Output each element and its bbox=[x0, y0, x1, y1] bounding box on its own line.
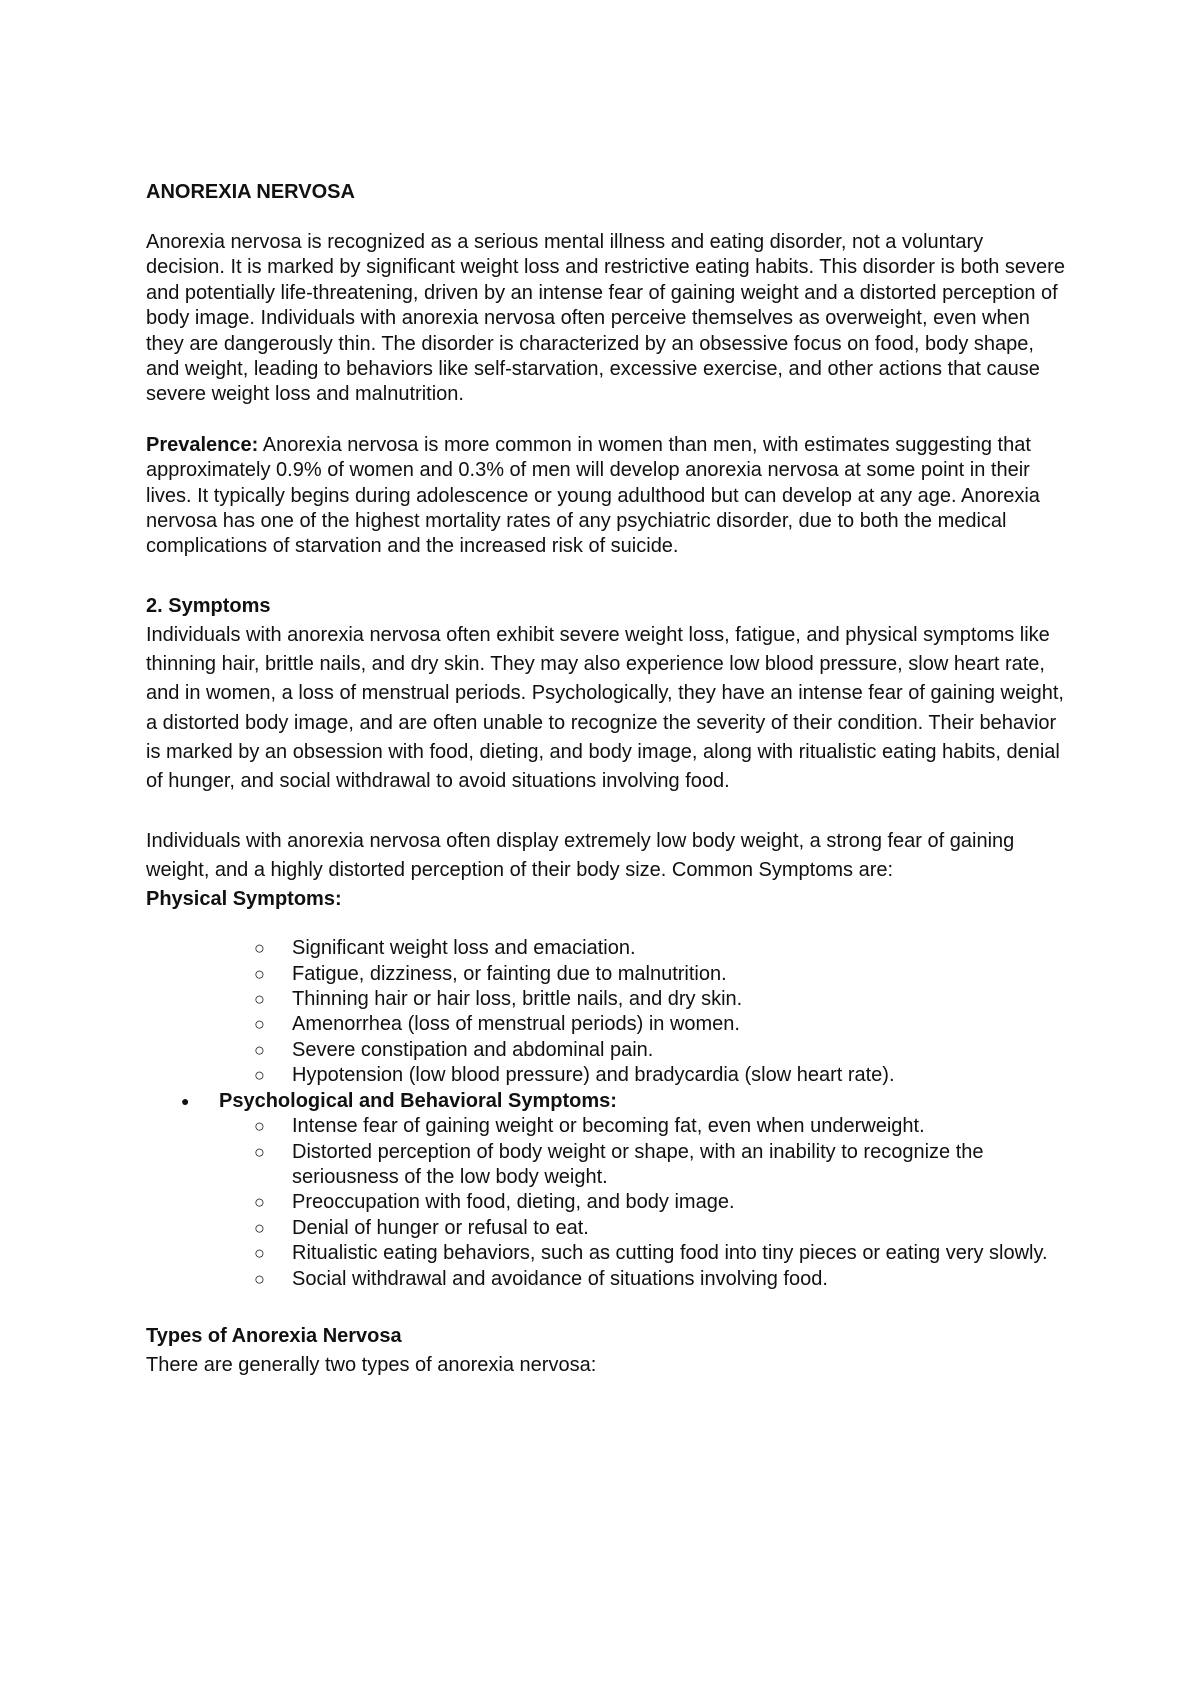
list-item: ○ Ritualistic eating behaviors, such as cutting food into tiny pieces or eating very slowly. bbox=[292, 1241, 1066, 1266]
circle-bullet-icon: ○ bbox=[254, 1141, 265, 1162]
list-item: ○ Social withdrawal and avoidance of situations involving food. bbox=[292, 1267, 1066, 1292]
list-item bbox=[181, 1089, 1066, 1292]
circle-bullet-icon: ○ bbox=[254, 1014, 265, 1035]
document-title: ANOREXIA NERVOSA bbox=[146, 181, 355, 203]
prevalence-text: Anorexia nervosa is more common in women than men, with estimates suggesting that approximately 0.9% of women and 0.3% of men will develop anorexia nervosa at some point in their lives. It typically begins during adolescence or young adulthood but can develop at any age. Anorexia nervosa has one of the highest mortality rates of any psychiatric disorder, due to both the medical complications of starvation and the increased risk of suicide. bbox=[146, 433, 1040, 558]
circle-bullet-icon: ○ bbox=[254, 1039, 265, 1060]
list-item: ○ Hypotension (low blood pressure) and bradycardia (slow heart rate). bbox=[292, 1063, 1066, 1088]
list-item: ○ Amenorrhea (loss of menstrual periods) in women. bbox=[292, 1012, 1066, 1037]
circle-bullet-icon: ○ bbox=[254, 1116, 265, 1137]
circle-bullet-icon: ○ bbox=[254, 1268, 265, 1289]
list-item: ○ Distorted perception of body weight or shape, with an inability to recognize the seriousness of the low body weight. bbox=[254, 1140, 984, 1188]
prevalence-paragraph bbox=[146, 433, 1066, 560]
circle-bullet-icon: ○ bbox=[254, 1217, 265, 1238]
types-heading: Types of Anorexia Nervosa bbox=[146, 1324, 402, 1347]
list-item: ○ Thinning hair or hair loss, brittle nails, and dry skin. bbox=[292, 987, 1066, 1012]
physical-symptoms-heading: Physical Symptoms: bbox=[146, 888, 342, 911]
list-item: ○ Severe constipation and abdominal pain. bbox=[292, 1038, 1066, 1063]
document-page bbox=[146, 180, 1066, 1380]
symptoms-heading: 2. Symptoms bbox=[146, 594, 271, 617]
symptoms-paragraph-1: Individuals with anorexia nervosa often exhibit severe weight loss, fatigue, and physical symptoms like thinning hair, brittle nails, and dry skin. They may also experience low blood pressure, slow heart rate, and in women, a loss of menstrual periods. Psychologically, they have an intense fear of gaining weight, a distorted body image, and are often unable to recognize the severity of their condition. Their behavior is marked by an obsession with food, dieting, and body image, along with ritualistic eating habits, denial of hunger, and social withdrawal to avoid situations involving food. bbox=[146, 623, 1064, 793]
list-item: ○ Significant weight loss and emaciation. bbox=[292, 936, 1066, 961]
psychological-symptoms-heading: Psychological and Behavioral Symptoms: bbox=[219, 1089, 617, 1112]
disc-bullet-icon: ● bbox=[181, 1092, 190, 1109]
list-item: ○ Intense fear of gaining weight or becoming fat, even when underweight. bbox=[292, 1114, 1066, 1139]
intro-paragraph: Anorexia nervosa is recognized as a serious mental illness and eating disorder, not a voluntary decision. It is marked by significant weight loss and restrictive eating habits. This disorder is both severe and potentially life-threatening, driven by an intense fear of gaining weight and a distorted perception of body image. Individuals with anorexia nervosa often perceive themselves as overweight, even when they are dangerously thin. The disorder is characterized by an obsessive focus on food, body shape, and weight, leading to behaviors like self-starvation, excessive exercise, and other actions that cause severe weight loss and malnutrition. bbox=[146, 231, 1065, 406]
prevalence-label: Prevalence: bbox=[146, 433, 259, 456]
circle-bullet-icon: ○ bbox=[254, 1192, 265, 1213]
symptoms-paragraph-2: Individuals with anorexia nervosa often display extremely low body weight, a strong fear of gaining weight, and a highly distorted perception of their body size. Common Symptoms are: bbox=[146, 829, 1015, 881]
psychological-symptoms-list bbox=[146, 1089, 1066, 1292]
circle-bullet-icon: ○ bbox=[254, 938, 265, 959]
circle-bullet-icon: ○ bbox=[254, 1243, 265, 1264]
circle-bullet-icon: ○ bbox=[254, 1065, 265, 1086]
list-item: ○ Fatigue, dizziness, or fainting due to malnutrition. bbox=[292, 962, 1066, 987]
list-item: ○ Preoccupation with food, dieting, and body image. bbox=[292, 1190, 1066, 1215]
physical-symptoms-list bbox=[146, 936, 1066, 1088]
circle-bullet-icon: ○ bbox=[254, 989, 265, 1010]
circle-bullet-icon: ○ bbox=[254, 963, 265, 984]
types-paragraph: There are generally two types of anorexia nervosa: bbox=[146, 1353, 597, 1376]
list-item: ○ Denial of hunger or refusal to eat. bbox=[292, 1216, 1066, 1241]
